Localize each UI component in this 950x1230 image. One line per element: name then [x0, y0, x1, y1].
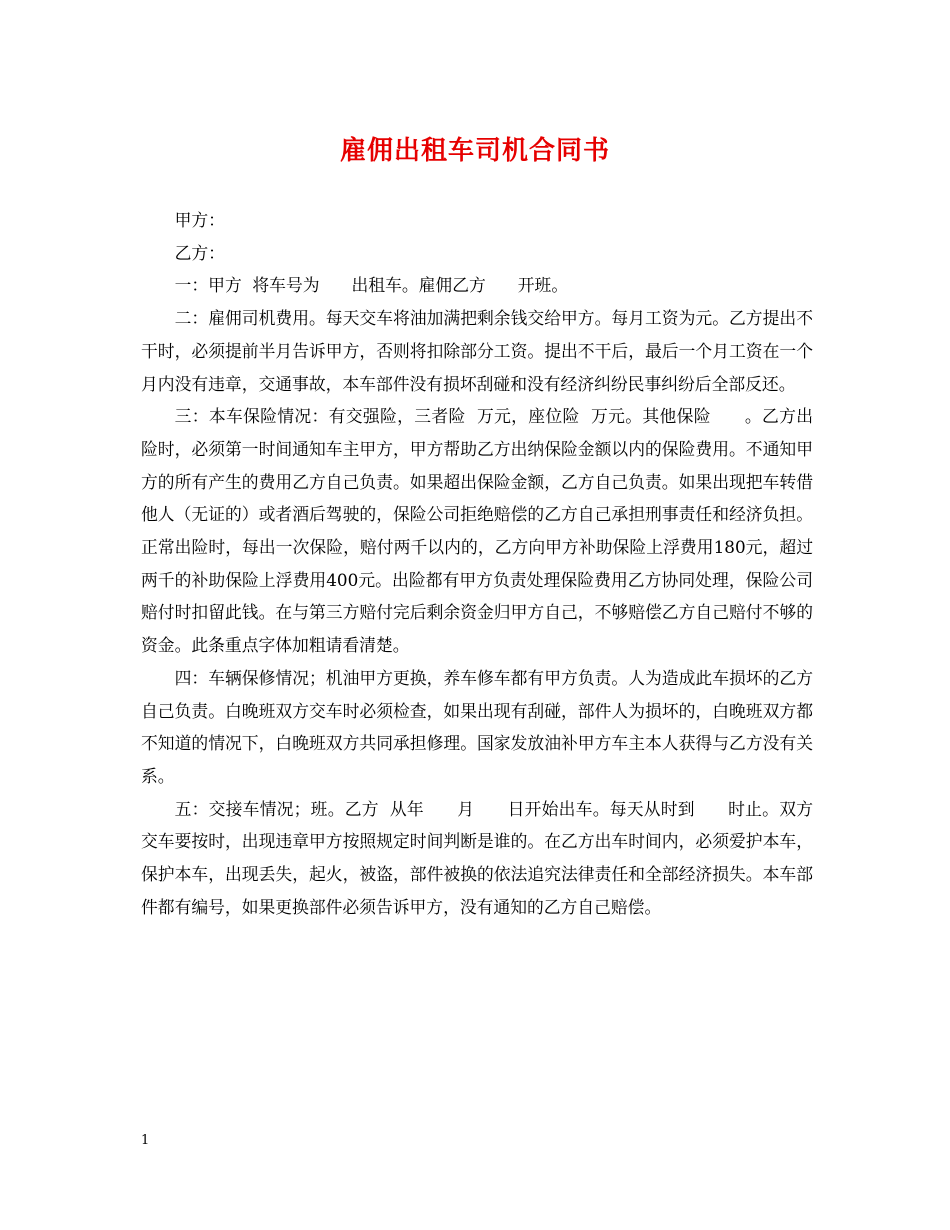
- document-body: [141, 204, 813, 923]
- paragraph-clause-3: 三：本车保险情况：有交强险，三者险 万元，座位险 万元。其他保险 。乙方出险时，必须第一时间通知车主甲方，甲方帮助乙方出纳保险金额以内的保险费用。不通知甲方的所有产生的费用乙方自己负责。如果超出保险金额，乙方自己负责。如果出现把车转借他人（无证的）或者酒后驾驶的，保险公司拒绝赔偿的乙方自己承担刑事责任和经济负担。正常出险时，每出一次保险，赔付两千以内的，乙方向甲方补助保险上浮费用180元，超过两千的补助保险上浮费用400元。出险都有甲方负责处理保险费用乙方协同处理，保险公司赔付时扣留此钱。在与第三方赔付完后剩余资金归甲方自己，不够赔偿乙方自己赔付不够的资金。此条重点字体加粗请看清楚。: [141, 406, 813, 656]
- paragraph-clause-2: 二：雇佣司机费用。每天交车将油加满把剩余钱交给甲方。每月工资为元。乙方提出不干时，必须提前半月告诉甲方，否则将扣除部分工资。提出不干后，最后一个月工资在一个月内没有违章，交通事故，本车部件没有损坏刮碰和没有经济纠纷民事纠纷后全部反还。: [141, 308, 813, 394]
- page-number: 1: [141, 1133, 150, 1148]
- paragraph-clause-4: 四：车辆保修情况；机油甲方更换，养车修车都有甲方负责。人为造成此车损坏的乙方自己负责。白晚班双方交车时必须检查，如果出现有刮碰，部件人为损坏的，白晚班双方都不知道的情况下，白晚班双方共同承担修理。国家发放油补甲方车主本人获得与乙方没有关系。: [141, 667, 813, 786]
- document-title: 雇佣出租车司机合同书: [339, 136, 610, 166]
- paragraph-party-b: 乙方：: [174, 242, 225, 263]
- paragraph-clause-5: 五：交接车情况；班。乙方 从年 月 日开始出车。每天从时到 时止。双方交车要按时，出现违章甲方按照规定时间判断是谁的。在乙方出车时间内，必须爱护本车，保护本车，出现丢失，起火，被盗，部件被换的依法追究法律责任和全部经济损失。本车部件都有编号，如果更换部件必须告诉甲方，没有通知的乙方自己赔偿。: [141, 798, 813, 917]
- paragraph-party-a: 甲方：: [174, 210, 225, 230]
- paragraph-clause-1: 一：甲方 将车号为 出租车。雇佣乙方 开班。: [174, 275, 569, 296]
